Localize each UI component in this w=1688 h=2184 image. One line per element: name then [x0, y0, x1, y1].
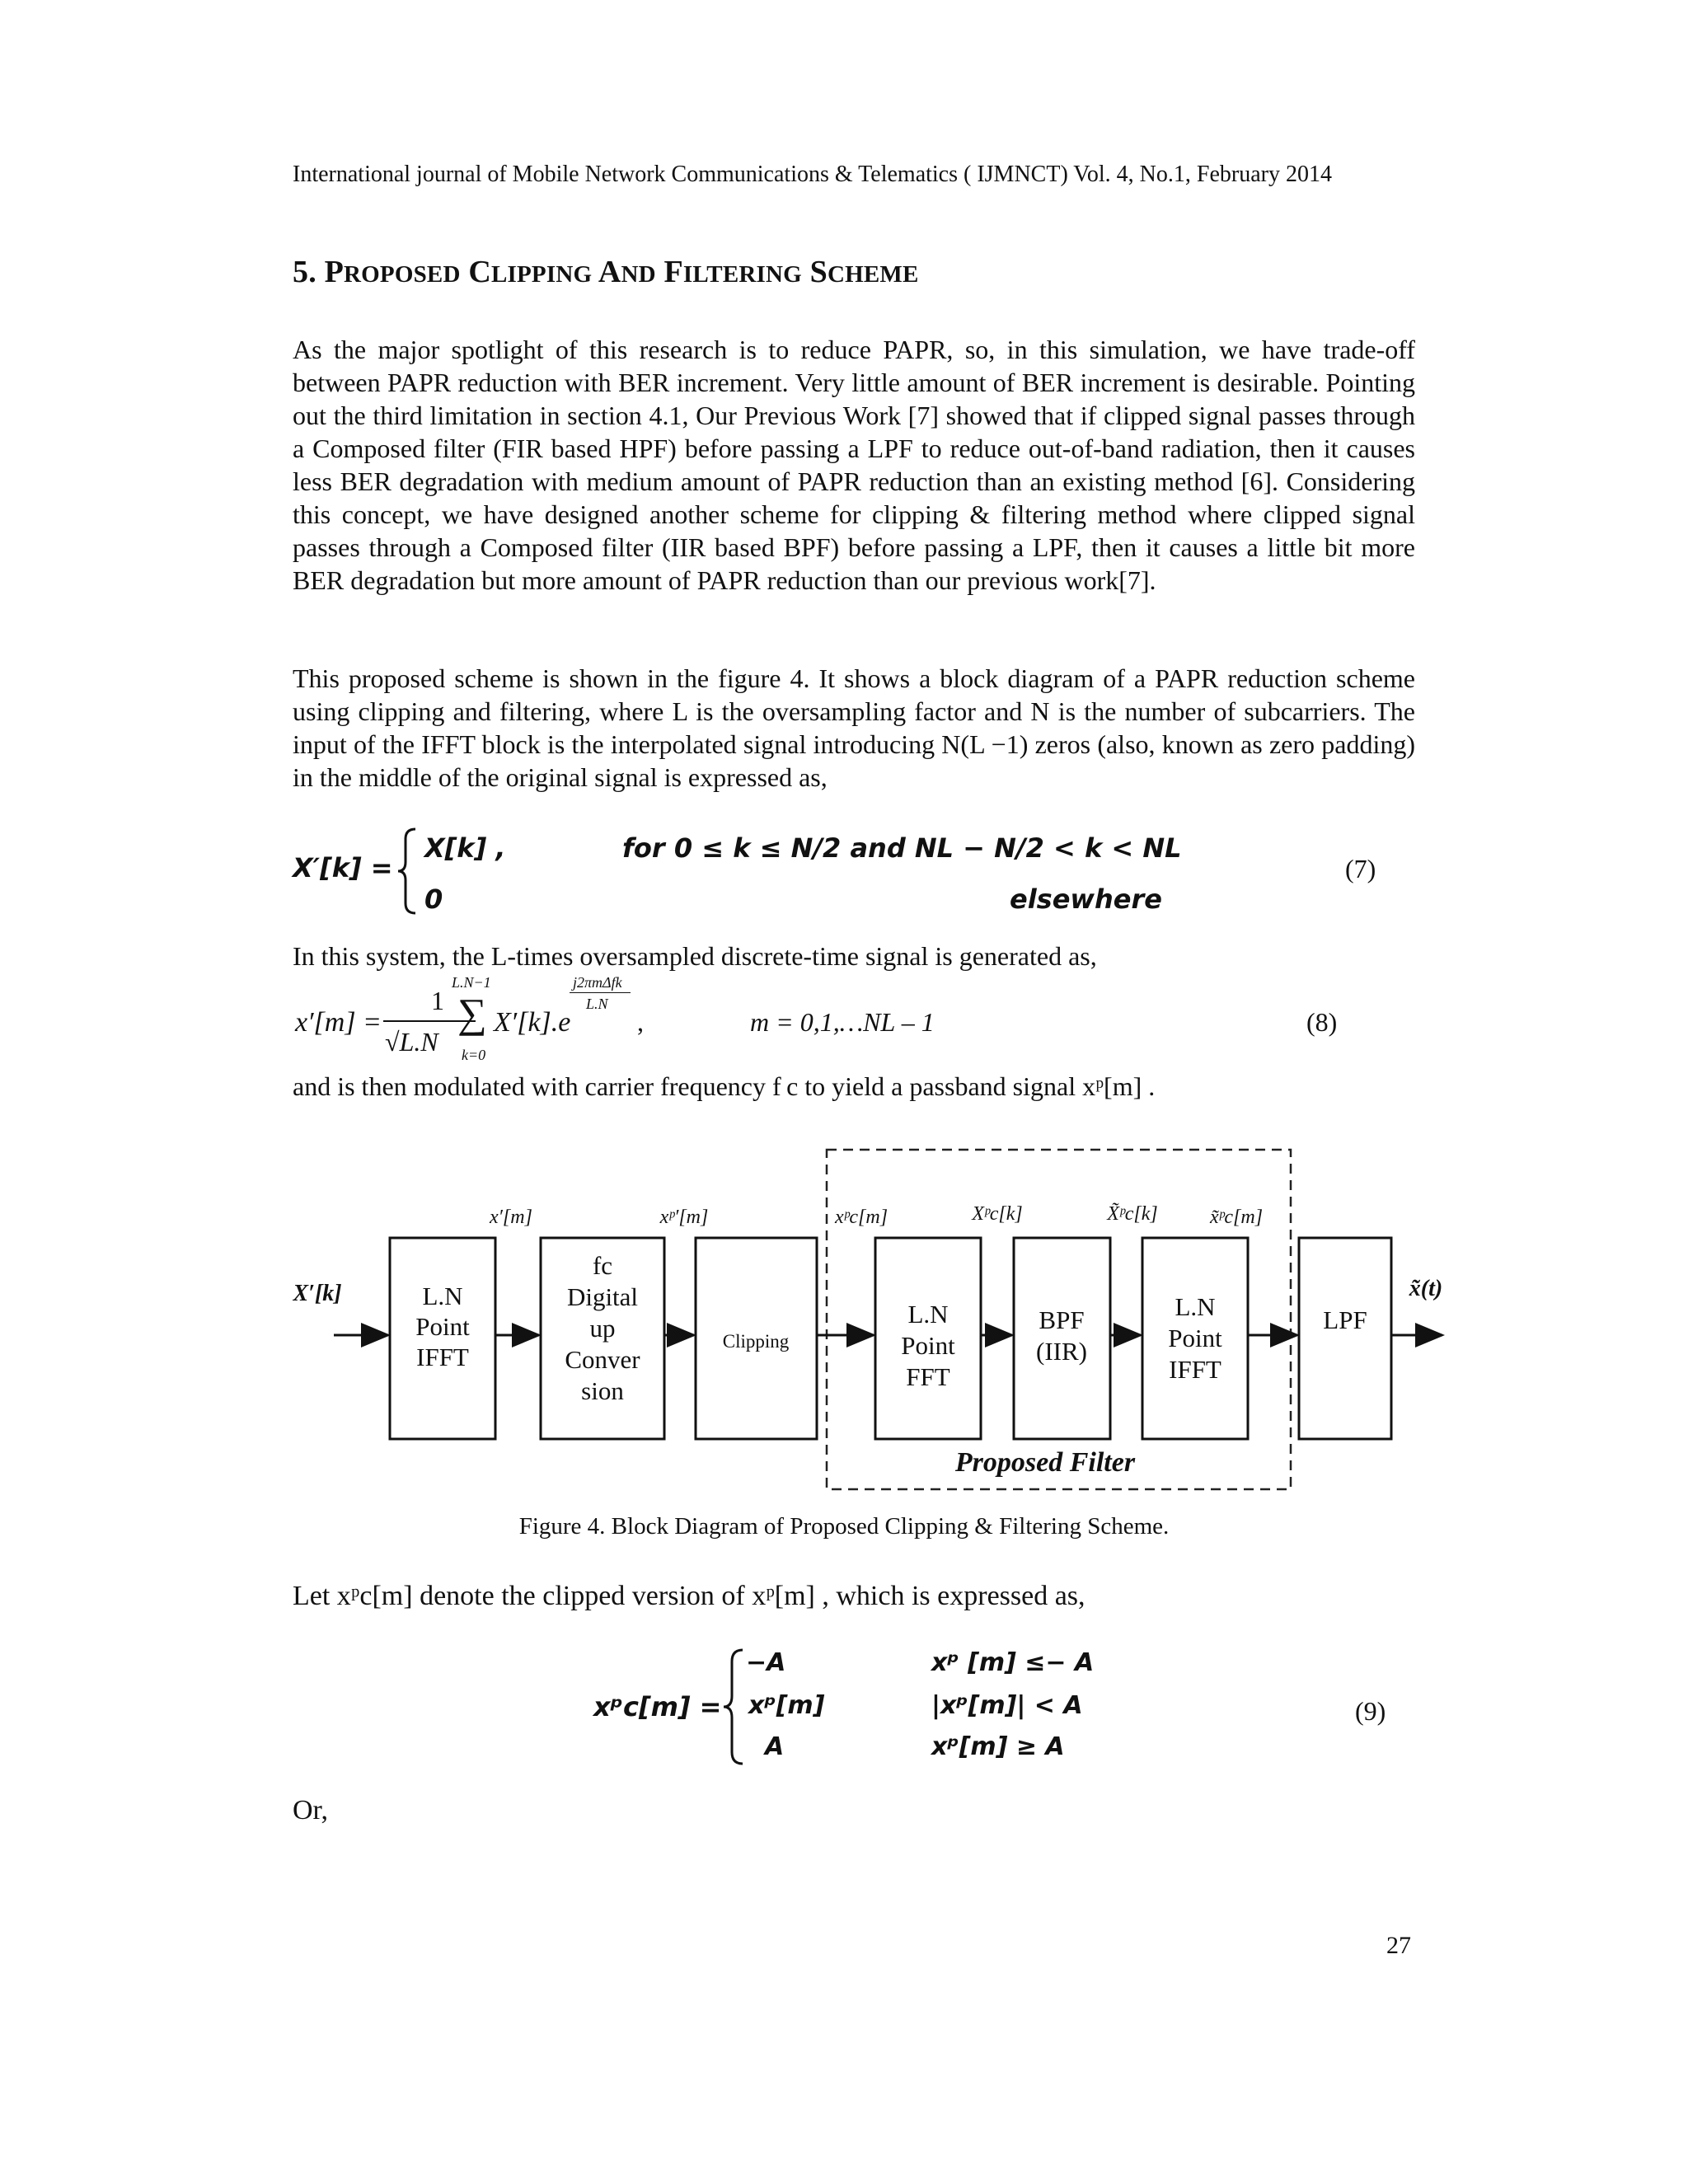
eq8-number: (8)	[1306, 1007, 1338, 1037]
running-header: International journal of Mobile Network Communications & Telematics ( IJMNCT) Vol. 4, No.1, February 2014	[293, 162, 1332, 187]
figure-caption: Figure 4. Block Diagram of Proposed Clipping & Filtering Scheme.	[518, 1513, 1170, 1540]
eq7-case1-value: X[k] ,	[424, 832, 506, 864]
block-up-line-3: up	[589, 1314, 616, 1343]
output-label: x̃(t)	[1409, 1276, 1443, 1301]
block-bpf-line-2: (IIR)	[1036, 1337, 1087, 1366]
signal-label-6: x̃ᵖc[m]	[1209, 1207, 1264, 1228]
eq9-brace	[721, 1647, 748, 1767]
signal-label-3: xᵖc[m]	[834, 1207, 889, 1228]
signal-label-4: Xᵖc[k]	[972, 1203, 1023, 1225]
block-up-line-2: Digital	[566, 1282, 639, 1311]
eq8-exp-bar	[570, 992, 631, 993]
block-up-line-5: sion	[581, 1376, 624, 1405]
block-ifft-2-line-3: IFFT	[1169, 1355, 1221, 1384]
text-after-eq8: and is then modulated with carrier frequency f c to yield a passband signal xᵖ[m] .	[293, 1071, 1156, 1101]
eq7-brace	[396, 826, 420, 916]
eq7-case2-value: 0	[424, 883, 443, 915]
block-ifft-2-line-2: Point	[1168, 1324, 1222, 1352]
eq8-body: X′[k].e	[494, 1007, 571, 1038]
block-lpf-label: LPF	[1323, 1305, 1367, 1334]
paragraph-1: As the major spotlight of this research is to reduce PAPR, so, in this simulation, we have trade-off between PAPR reduction with BER increment. Very little amount of BER increment is desirable. Pointing out the third limitation in section 4.1, Our Previous Work [7] showed that if clipped signal passes through a Composed filter (FIR based HPF) before passing a LPF to reduce out-of-band radiation, then it causes less BER degradation with medium amount of PAPR reduction than an existing method [6]. Considering this concept, we have designed another scheme for clipping & filtering method where clipped signal passes through a Composed filter (IIR based BPF) before passing a LPF, then it causes a little bit more BER degradation but more amount of PAPR reduction than our previous work[7].	[293, 335, 1415, 595]
block-ifft-1-line-1: L.N	[422, 1282, 463, 1310]
block-lpf	[1299, 1238, 1391, 1439]
section-title: PROPOSED CLIPPING AND FILTERING SCHEME	[324, 255, 919, 289]
signal-label-2: xᵖ′[m]	[659, 1207, 709, 1228]
eq7-case2-condition: elsewhere	[1010, 883, 1162, 915]
text-or: Or,	[293, 1795, 329, 1825]
paragraph-2: This proposed scheme is shown in the figure 4. It shows a block diagram of a PAPR reduction scheme using clipping and filtering, where L is the oversampling factor and N is the number of subcarriers. The input of the IFFT block is the interpolated signal introducing N(L −1) zeros (also, known as zero padding) in the middle of the original signal is expressed as,	[293, 663, 1415, 792]
eq7-number: (7)	[1345, 854, 1376, 883]
input-label: X′[k]	[293, 1281, 342, 1306]
eq9-number: (9)	[1355, 1696, 1386, 1726]
eq7-case1-condition: for 0 ≤ k ≤ N/2 and NL − N/2 < k < NL	[622, 832, 1182, 864]
signal-label-1: x′[m]	[490, 1207, 532, 1228]
block-fft-line-2: Point	[901, 1331, 955, 1360]
section-heading	[293, 254, 919, 290]
page-number: 27	[1386, 1932, 1411, 1959]
eq9-lhs: xᵖc[m] =	[593, 1691, 722, 1722]
equation-8	[293, 974, 1447, 1070]
eq8-sum-lower: k=0	[462, 1047, 486, 1063]
eq8-comma: ,	[637, 1007, 644, 1037]
equation-7	[293, 824, 1199, 920]
eq8-range: m = 0,1,…NL – 1	[750, 1007, 935, 1037]
eq8-frac-den: √L.N	[385, 1027, 438, 1057]
block-ifft-1-line-3: IFFT	[416, 1343, 469, 1371]
eq9-case3-cond: xᵖ[m] ≥ A	[931, 1732, 1065, 1761]
text-after-eq7: In this system, the L-times oversampled discrete-time signal is generated as,	[293, 941, 1097, 971]
eq9-case1-cond: xᵖ [m] ≤− A	[931, 1648, 1095, 1677]
eq9-case1-value: −A	[746, 1648, 786, 1677]
block-ifft-2-line-1: L.N	[1175, 1292, 1216, 1321]
block-ifft-1-line-2: Point	[415, 1312, 470, 1341]
eq8-exp-den: L.N	[586, 996, 608, 1012]
eq8-frac-num: 1	[431, 986, 444, 1015]
eq8-lhs: x′[m] =	[295, 1007, 382, 1038]
eq8-exp-num: j2πmΔfk	[573, 974, 622, 991]
eq7-lhs: X′[k] =	[293, 852, 393, 883]
block-fft-line-1: L.N	[907, 1300, 949, 1329]
block-fft-line-3: FFT	[906, 1362, 950, 1391]
equation-9	[593, 1645, 1170, 1769]
text-before-eq9: Let xᵖc[m] denote the clipped version of xᵖ[m] , which is expressed as,	[293, 1581, 1085, 1611]
figure-4-block-diagram	[293, 1137, 1463, 1500]
eq8-sum-upper: L.N−1	[452, 974, 491, 991]
eq9-case2-value: xᵖ[m]	[748, 1691, 825, 1720]
block-up-line-1: fc	[592, 1251, 613, 1280]
block-bpf-line-1: BPF	[1039, 1305, 1085, 1334]
eq8-sum-symbol: ∑	[457, 990, 487, 1036]
block-clipping-label: Clipping	[722, 1331, 790, 1352]
signal-label-5: X̃ᵖc[k]	[1107, 1203, 1158, 1225]
section-number: 5.	[293, 255, 316, 289]
block-up-line-4: Conver	[565, 1345, 640, 1374]
eq9-case2-cond: |xᵖ[m]| < A	[931, 1691, 1083, 1720]
eq9-case3-value: A	[765, 1732, 785, 1761]
proposed-filter-label: Proposed Filter	[954, 1447, 1136, 1478]
